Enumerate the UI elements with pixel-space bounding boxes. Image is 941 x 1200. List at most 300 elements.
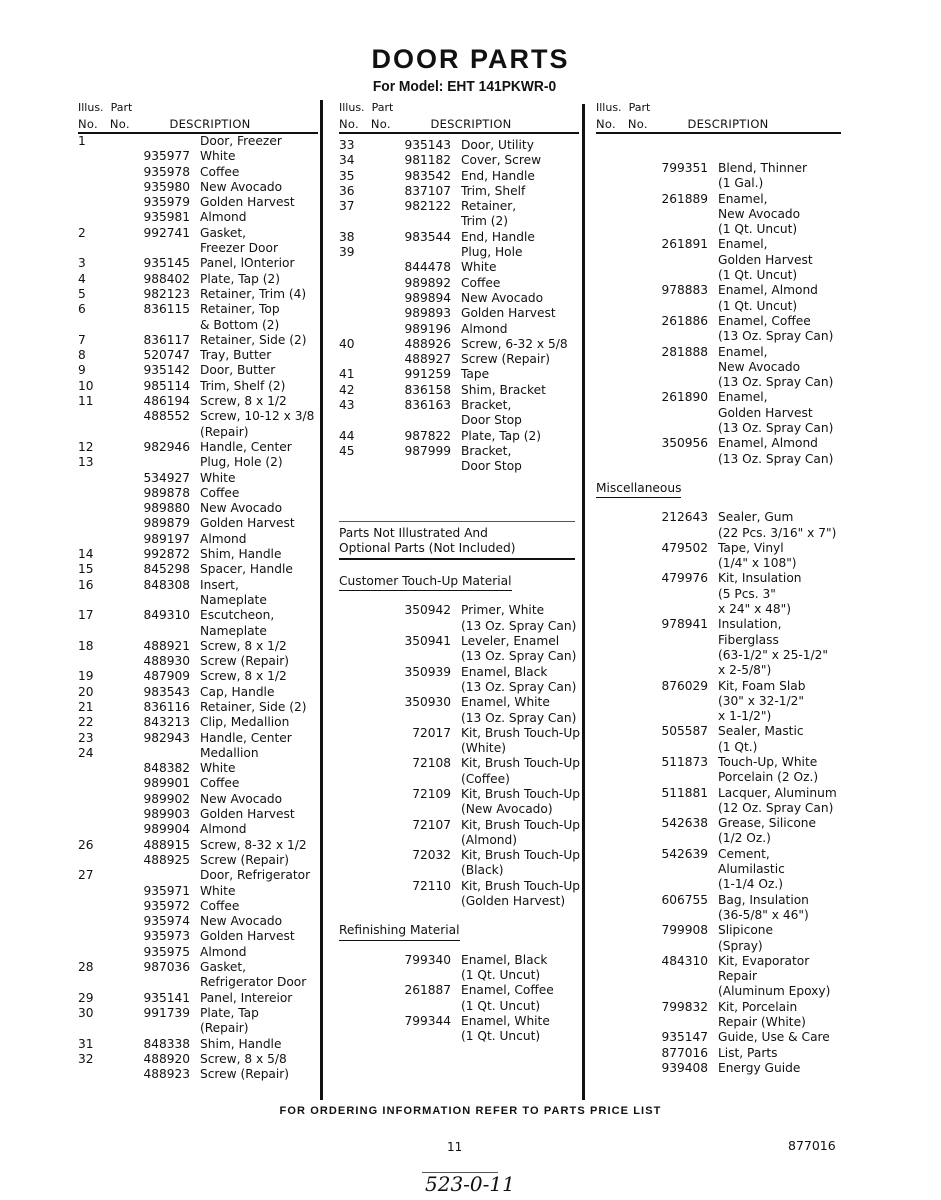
- table-row: [596, 816, 841, 831]
- part-number: [126, 593, 200, 608]
- part-number: 935978: [143, 164, 190, 179]
- part-description: Alumilastic: [718, 862, 785, 877]
- part-description: Panel, Intereior: [200, 990, 293, 1005]
- part-description: Screw, 8 x 5/8: [200, 1051, 287, 1066]
- part-number: [387, 619, 461, 634]
- illus-number: [596, 786, 644, 801]
- part-number: 985114: [143, 378, 190, 393]
- illus-number: [78, 929, 126, 944]
- illus-number: [339, 863, 387, 878]
- table-row: [596, 755, 841, 770]
- part-description: (1 Qt.): [718, 739, 758, 754]
- page-number: 11: [447, 1140, 463, 1154]
- part-number: [644, 222, 718, 237]
- illus-number: [596, 571, 644, 586]
- table-row: [596, 1000, 841, 1015]
- part-number: 989893: [404, 306, 451, 321]
- illus-number: 28: [78, 960, 94, 975]
- illus-number: 45: [339, 443, 355, 458]
- part-description: Cement,: [718, 846, 770, 861]
- illus-number: [78, 884, 126, 899]
- description-header: DESCRIPTION: [169, 117, 251, 131]
- table-row: [78, 195, 318, 210]
- illus-number: 2: [78, 225, 86, 240]
- part-description: x 2-5/8"): [718, 663, 772, 678]
- page-title: DOOR PARTS: [371, 44, 570, 74]
- illus-number: [78, 165, 126, 180]
- description-header: DESCRIPTION: [430, 117, 512, 131]
- part-description: Screw (Repair): [200, 654, 290, 669]
- part-description: (1 Qt. Uncut): [461, 1029, 541, 1044]
- part-description: Coffee: [200, 485, 240, 500]
- part-number: 991739: [143, 1005, 190, 1020]
- table-row: [78, 241, 318, 256]
- part-number: 876029: [661, 678, 708, 693]
- part-number: [387, 413, 461, 428]
- parts-list: [339, 138, 579, 475]
- table-row: [596, 283, 841, 298]
- part-number: 935972: [143, 898, 190, 913]
- table-row: [339, 726, 579, 741]
- part-description: Kit, Brush Touch-Up: [461, 725, 580, 740]
- table-row: [596, 1046, 841, 1061]
- part-description: Screw, 8 x 1/2: [200, 669, 287, 684]
- document-number: 877016: [788, 1138, 836, 1153]
- part-number: [644, 268, 718, 283]
- table-row: [78, 899, 318, 914]
- part-number: 935147: [661, 1030, 708, 1045]
- part-number: [644, 406, 718, 421]
- part-number: [644, 556, 718, 571]
- part-no-header: No.: [109, 117, 130, 131]
- section-title: Refinishing Material: [339, 923, 460, 940]
- illus-number: [596, 1015, 644, 1030]
- part-description: x 24" x 48"): [718, 602, 792, 617]
- section-title: Parts Not Illustrated And: [339, 525, 488, 540]
- part-number: 350942: [404, 603, 451, 618]
- illus-number: [339, 802, 387, 817]
- illus-number: [78, 180, 126, 195]
- table-row: [596, 908, 841, 923]
- table-row: [78, 1037, 318, 1052]
- part-number: [126, 868, 200, 883]
- illus-number: [596, 893, 644, 908]
- table-row: [339, 802, 579, 817]
- part-number: [644, 709, 718, 724]
- illus-no-header: No.: [339, 117, 359, 131]
- table-row: [78, 379, 318, 394]
- part-description: Almond: [200, 944, 247, 959]
- illus-number: [596, 436, 644, 451]
- table-row: [78, 348, 318, 363]
- part-description: Kit, Brush Touch-Up: [461, 817, 580, 832]
- part-number: [387, 833, 461, 848]
- illus-number: [339, 214, 387, 229]
- part-number: 991259: [404, 367, 451, 382]
- parts-column-2: [339, 98, 579, 1044]
- parts-column-1: [78, 98, 318, 1082]
- illus-number: 42: [339, 382, 355, 397]
- part-number: 836115: [143, 302, 190, 317]
- part-description: Kit, Brush Touch-Up: [461, 756, 580, 771]
- illus-number: 20: [78, 684, 94, 699]
- table-row: [78, 302, 318, 317]
- part-description: Guide, Use & Care: [718, 1030, 830, 1045]
- table-row: [596, 893, 841, 908]
- part-number: [126, 134, 200, 149]
- illus-number: [78, 210, 126, 225]
- part-description: Enamel,: [718, 191, 768, 206]
- illus-number: [596, 709, 644, 724]
- table-row: [78, 486, 318, 501]
- part-description: Gasket,: [200, 960, 247, 975]
- refinishing-list: [339, 953, 579, 1045]
- part-description: Door, Utility: [461, 138, 534, 152]
- table-row: [596, 345, 841, 360]
- part-number: [644, 770, 718, 785]
- table-row: [596, 452, 841, 467]
- part-description: (13 Oz. Spray Can): [718, 421, 834, 436]
- part-description: (Aluminum Epoxy): [718, 984, 831, 999]
- part-description: Gasket,: [200, 225, 247, 240]
- part-number: 989879: [143, 516, 190, 531]
- table-row: [78, 914, 318, 929]
- table-row: [339, 848, 579, 863]
- table-row: [339, 634, 579, 649]
- table-row: [339, 245, 579, 260]
- part-number: 261886: [661, 313, 708, 328]
- part-description: Screw, 8 x 1/2: [200, 394, 287, 409]
- part-description: Golden Harvest: [200, 807, 295, 822]
- illus-number: [596, 237, 644, 252]
- part-number: 836116: [143, 699, 190, 714]
- illus-number: 5: [78, 286, 86, 301]
- illus-number: [339, 894, 387, 909]
- illus-number: [596, 161, 644, 176]
- table-row: [78, 562, 318, 577]
- part-number: 511873: [661, 754, 708, 769]
- table-row: [339, 429, 579, 444]
- part-description: (1 Qt. Uncut): [461, 967, 541, 982]
- table-row: [339, 169, 579, 184]
- illus-number: 44: [339, 428, 355, 443]
- part-number: [126, 746, 200, 761]
- part-description: & Bottom (2): [200, 317, 280, 332]
- parts-column-3: [596, 98, 841, 1076]
- section-title-line2: Optional Parts (Not Included): [339, 540, 516, 555]
- illus-number: [339, 649, 387, 664]
- table-row: [596, 541, 841, 556]
- part-description: Escutcheon,: [200, 608, 275, 623]
- illus-number: [78, 241, 126, 256]
- table-row: [596, 1061, 841, 1076]
- part-description: x 1-1/2"): [718, 709, 772, 724]
- part-number: [644, 969, 718, 984]
- illus-number: [78, 486, 126, 501]
- part-description: Trim, Shelf: [461, 183, 526, 198]
- table-row: [78, 960, 318, 975]
- illus-header: Illus.: [78, 101, 104, 114]
- part-number: 72017: [412, 725, 451, 740]
- column-header: [78, 98, 318, 134]
- illus-number: [596, 908, 644, 923]
- part-description: (5 Pcs. 3": [718, 586, 776, 601]
- table-row: [596, 923, 841, 938]
- table-row: [78, 578, 318, 593]
- part-description: Golden Harvest: [200, 516, 295, 531]
- part-number: 72032: [412, 848, 451, 863]
- part-number: [644, 299, 718, 314]
- part-no-header: No.: [370, 117, 391, 131]
- table-row: [596, 161, 841, 176]
- part-number: 281888: [661, 344, 708, 359]
- part-number: 845298: [143, 562, 190, 577]
- table-row: [339, 665, 579, 680]
- illus-number: 9: [78, 363, 86, 378]
- illus-number: [78, 1067, 126, 1082]
- illus-number: [596, 617, 644, 632]
- part-number: [126, 425, 200, 440]
- part-number: 799832: [661, 999, 708, 1014]
- part-number: [387, 649, 461, 664]
- table-row: [339, 818, 579, 833]
- illus-number: 35: [339, 168, 355, 183]
- part-number: 987822: [404, 428, 451, 443]
- illus-number: [596, 176, 644, 191]
- table-row: [596, 602, 841, 617]
- part-number: [644, 1015, 718, 1030]
- part-number: [644, 740, 718, 755]
- illus-number: [339, 953, 387, 968]
- illus-number: [596, 984, 644, 999]
- part-number: 935975: [143, 944, 190, 959]
- header-rule: [596, 132, 841, 134]
- table-row: [78, 547, 318, 562]
- illus-number: [596, 755, 644, 770]
- part-description: Enamel, Black: [461, 952, 548, 967]
- table-row: [596, 571, 841, 586]
- illus-number: [596, 969, 644, 984]
- part-description: (Black): [461, 863, 504, 878]
- part-number: 505587: [661, 724, 708, 739]
- part-description: Screw, 6-32 x 5/8: [461, 336, 568, 351]
- part-description: Kit, Brush Touch-Up: [461, 786, 580, 801]
- table-row: [78, 501, 318, 516]
- part-number: [644, 176, 718, 191]
- table-row: [78, 807, 318, 822]
- illus-number: [596, 862, 644, 877]
- table-row: [339, 459, 579, 474]
- table-row: [78, 669, 318, 684]
- table-row: [339, 603, 579, 618]
- table-row: [596, 740, 841, 755]
- part-description: Coffee: [461, 275, 501, 290]
- illus-number: [596, 452, 644, 467]
- illus-number: 19: [78, 669, 94, 684]
- part-number: [126, 241, 200, 256]
- part-number: 987999: [404, 443, 451, 458]
- part-number: 992872: [143, 547, 190, 562]
- table-row: [78, 593, 318, 608]
- part-number: 799351: [661, 161, 708, 175]
- part-description: Golden Harvest: [718, 252, 813, 267]
- part-number: 989197: [143, 531, 190, 546]
- part-description: Porcelain (2 Oz.): [718, 770, 819, 785]
- part-description: New Avocado: [718, 206, 801, 221]
- part-description: Coffee: [200, 898, 240, 913]
- illus-number: [78, 149, 126, 164]
- part-description: White: [200, 883, 236, 898]
- table-row: [78, 654, 318, 669]
- part-description: (13 Oz. Spray Can): [461, 679, 577, 694]
- description-header: DESCRIPTION: [687, 117, 769, 131]
- part-number: 843213: [143, 715, 190, 730]
- illus-number: 15: [78, 562, 94, 577]
- part-number: 488923: [143, 1067, 190, 1082]
- illus-number: [596, 694, 644, 709]
- illus-number: [339, 833, 387, 848]
- part-description: (Almond): [461, 832, 518, 847]
- illus-number: [339, 1014, 387, 1029]
- illus-number: 4: [78, 271, 86, 286]
- table-row: [596, 237, 841, 252]
- part-number: 487909: [143, 669, 190, 684]
- part-description: White: [200, 470, 236, 485]
- table-row: [78, 471, 318, 486]
- part-description: Golden Harvest: [718, 405, 813, 420]
- part-number: 989892: [404, 275, 451, 290]
- part-description: Lacquer, Aluminum: [718, 785, 837, 800]
- part-number: 488915: [143, 837, 190, 852]
- table-row: [596, 207, 841, 222]
- illus-header: Illus.: [596, 101, 622, 114]
- illus-header: Illus.: [339, 101, 365, 114]
- part-number: 989901: [143, 776, 190, 791]
- illus-number: [596, 1046, 644, 1061]
- part-number: 935145: [143, 256, 190, 271]
- table-row: [339, 383, 579, 398]
- table-row: [339, 863, 579, 878]
- part-number: 520747: [143, 348, 190, 363]
- illus-number: 32: [78, 1051, 94, 1066]
- illus-number: [596, 724, 644, 739]
- part-number: [644, 207, 718, 222]
- illus-number: 29: [78, 990, 94, 1005]
- part-description: (Spray): [718, 938, 763, 953]
- part-description: Enamel, Black: [461, 664, 548, 679]
- part-number: 479976: [661, 571, 708, 586]
- illus-number: [339, 772, 387, 787]
- table-row: [596, 329, 841, 344]
- table-row: [339, 1014, 579, 1029]
- illus-number: [339, 999, 387, 1014]
- part-number: [644, 526, 718, 541]
- part-number: [644, 648, 718, 663]
- illus-number: [339, 726, 387, 741]
- part-number: 488927: [404, 352, 451, 367]
- table-row: [78, 685, 318, 700]
- table-row: [78, 1067, 318, 1082]
- part-description: Fiberglass: [718, 632, 779, 647]
- part-description: Screw (Repair): [200, 852, 290, 867]
- illus-number: [78, 914, 126, 929]
- part-description: Kit, Porcelain: [718, 999, 798, 1014]
- illus-number: [78, 501, 126, 516]
- illus-number: [78, 516, 126, 531]
- part-description: New Avocado: [718, 359, 801, 374]
- part-number: 981182: [404, 153, 451, 168]
- table-row: [596, 1015, 841, 1030]
- part-description: Enamel,: [718, 237, 768, 252]
- part-number: 983544: [404, 229, 451, 244]
- illus-number: 23: [78, 730, 94, 745]
- part-description: Trim, Shelf (2): [200, 378, 286, 393]
- illus-number: [78, 899, 126, 914]
- illus-number: [339, 352, 387, 367]
- table-row: [339, 953, 579, 968]
- table-row: [339, 741, 579, 756]
- illus-number: [596, 831, 644, 846]
- part-description: Kit, Insulation: [718, 571, 802, 586]
- part-number: [387, 711, 461, 726]
- table-row: [596, 406, 841, 421]
- table-row: [78, 746, 318, 761]
- table-row: [339, 968, 579, 983]
- part-description: Insulation,: [718, 617, 782, 632]
- illus-number: [596, 1000, 644, 1015]
- illus-number: [339, 968, 387, 983]
- table-row: [339, 772, 579, 787]
- part-number: [126, 455, 200, 470]
- part-number: 261887: [404, 983, 451, 998]
- table-row: [596, 770, 841, 785]
- illus-number: [78, 532, 126, 547]
- illus-number: [596, 1030, 644, 1045]
- illus-number: [596, 847, 644, 862]
- misc-list: [596, 510, 841, 1076]
- part-number: [387, 214, 461, 229]
- part-description: Sealer, Gum: [718, 510, 794, 525]
- part-header: Part: [628, 101, 651, 114]
- part-header: Part: [110, 101, 133, 114]
- header-rule: [339, 132, 579, 134]
- part-description: New Avocado: [200, 791, 283, 806]
- part-number: 486194: [143, 394, 190, 409]
- part-description: Nameplate: [200, 623, 267, 638]
- table-row: [596, 709, 841, 724]
- table-row: [596, 556, 841, 571]
- illus-number: 26: [78, 837, 94, 852]
- table-row: [596, 526, 841, 541]
- table-row: [339, 619, 579, 634]
- part-description: Retainer, Top: [200, 302, 280, 317]
- part-description: Repair (White): [718, 1015, 806, 1030]
- part-number: 488920: [143, 1051, 190, 1066]
- part-number: [644, 862, 718, 877]
- section-miscellaneous: [596, 481, 841, 498]
- table-row: [78, 776, 318, 791]
- part-description: Almond: [200, 531, 247, 546]
- section-title: Miscellaneous: [596, 481, 681, 498]
- illus-number: [596, 770, 644, 785]
- column-header: [339, 98, 579, 134]
- table-row: [78, 731, 318, 746]
- part-description: Enamel, Almond: [718, 436, 818, 451]
- parts-list: [78, 134, 318, 1082]
- part-number: 511881: [661, 785, 708, 800]
- illus-number: 16: [78, 577, 94, 592]
- table-row: [78, 608, 318, 623]
